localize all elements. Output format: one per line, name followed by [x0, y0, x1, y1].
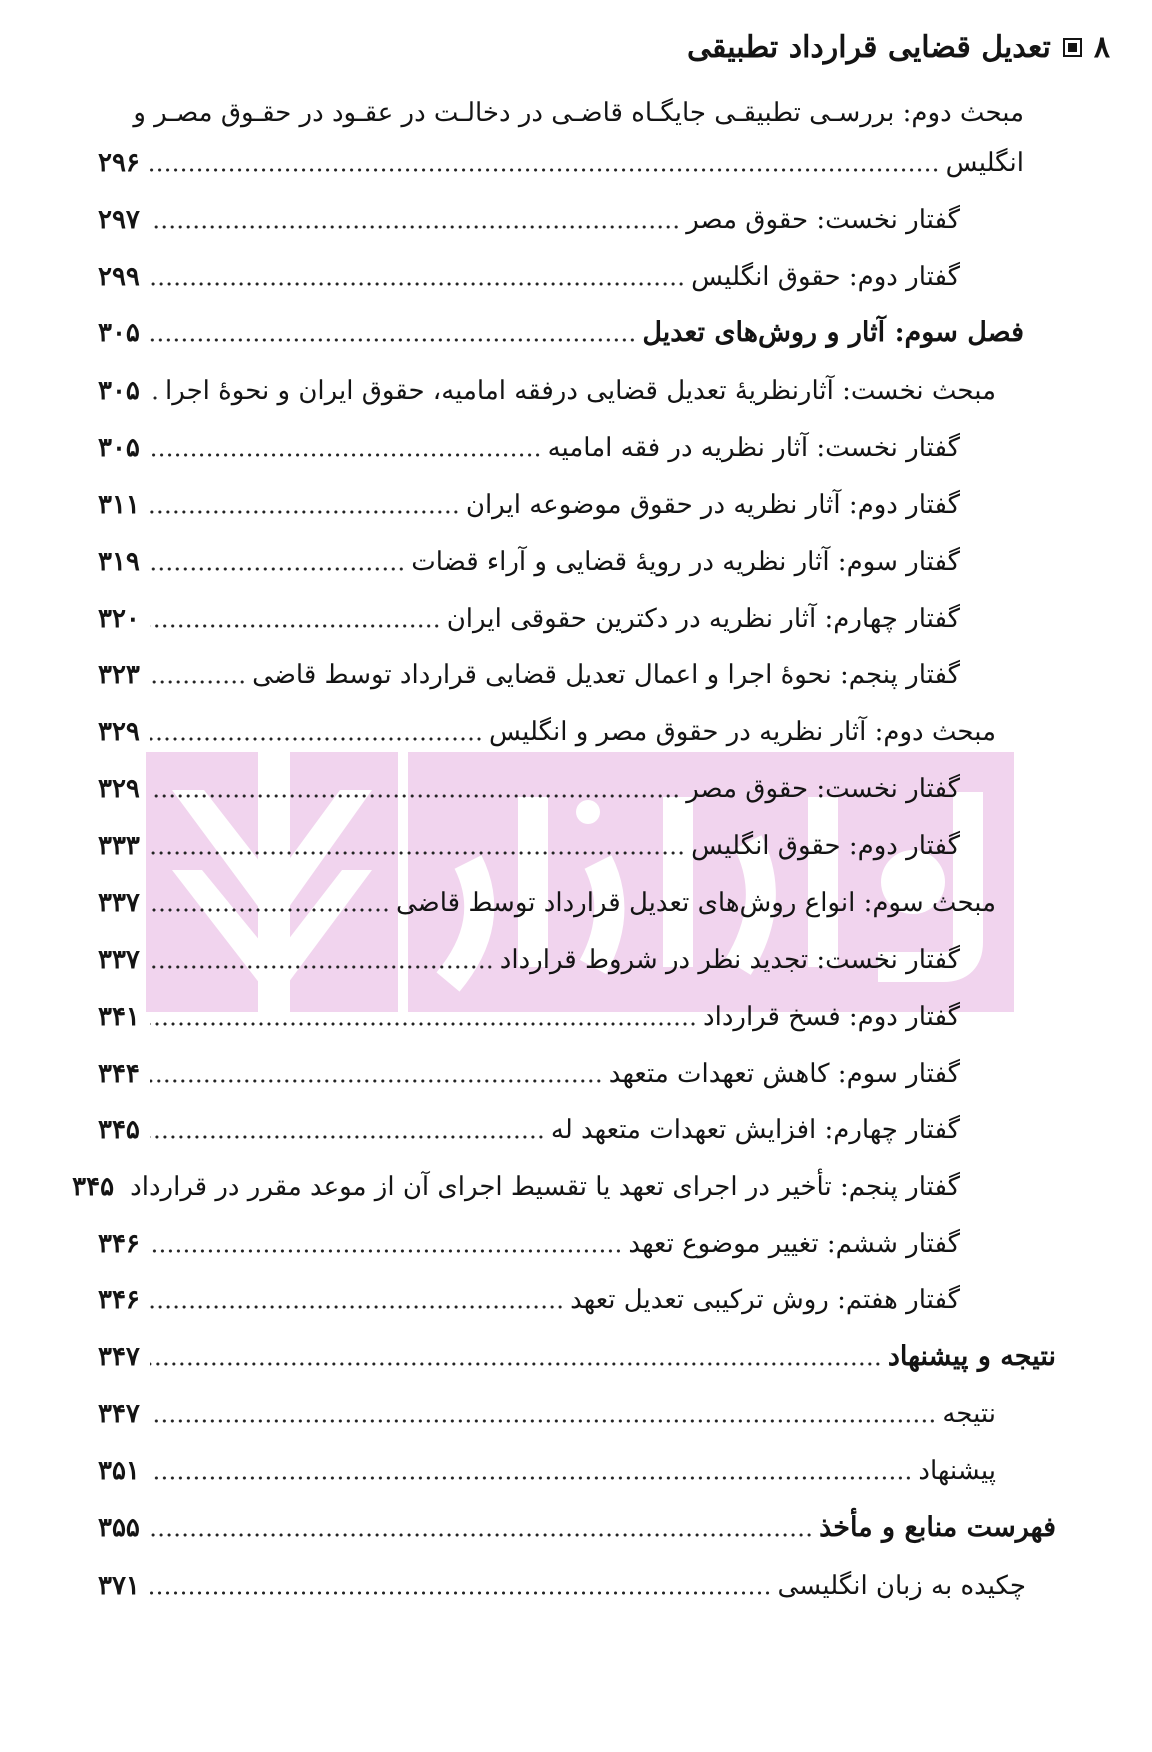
toc-entry-title: گفتار پنجم: نحوهٔ اجرا و اعمال تعدیل قضایی قرارداد توسط قاضی: [252, 660, 960, 690]
toc-page-number: ۳۴۱: [98, 1002, 140, 1032]
toc-entry-title: گفتار نخست: حقوق مصر: [686, 774, 960, 804]
toc-entry: [98, 826, 960, 866]
toc-page-number: ۲۹۶: [98, 148, 140, 178]
header-page-number: ۸: [1093, 30, 1110, 65]
dot-leader: [150, 1247, 622, 1255]
toc-entry-title-line1: مبحث دوم: بررسـی تطبیقـی جایگـاه قاضـی در دخالـت در عقـود در حقـوق مصـر و: [133, 98, 1024, 128]
toc-entry: [98, 712, 996, 752]
dot-leader: [150, 223, 680, 231]
dot-leader: [150, 451, 542, 459]
dot-leader: [150, 735, 483, 743]
dot-leader: [150, 565, 405, 573]
toc-page-number: ۲۹۷: [98, 205, 140, 235]
square-bullet-icon: [1063, 38, 1082, 57]
toc-entry: [98, 940, 960, 980]
dot-leader: [150, 1531, 813, 1539]
toc-entry-title: گفتار سوم: آثار نظریه در رویهٔ قضایی و آراء قضات: [411, 547, 960, 577]
toc-entry-title: مبحث سوم: انواع روش‌های تعدیل قرارداد توسط قاضی: [396, 888, 996, 918]
toc-entry-title: نتیجه: [942, 1399, 996, 1429]
toc-entry: [98, 257, 960, 297]
dot-leader: [150, 166, 940, 174]
dot-leader: [150, 1360, 882, 1368]
toc-entry-title: پیشنهاد: [918, 1456, 996, 1486]
toc-entry-title: چکیده به زبان انگلیسی: [777, 1571, 1026, 1601]
toc-entry: [98, 371, 996, 411]
toc-page-number: ۳۴۷: [98, 1342, 140, 1372]
toc-entry: [98, 599, 960, 639]
dot-leader: [150, 1589, 772, 1597]
toc-page-number: ۳۰۵: [98, 376, 140, 406]
toc-entry-title: فصل سوم: آثار و روش‌های تعدیل: [642, 317, 1024, 348]
dot-leader: [150, 1133, 545, 1141]
toc-page-number: ۳۷۱: [98, 1571, 140, 1601]
toc-page-number: ۳۱۱: [98, 490, 140, 520]
toc-page-number: ۳۴۷: [98, 1399, 140, 1429]
toc-entry: [98, 883, 996, 923]
dot-leader: [150, 508, 460, 516]
toc-page-number: ۳۴۴: [98, 1059, 140, 1089]
toc-page-number: ۳۲۳: [98, 660, 140, 690]
toc-entry-title: گفتار چهارم: افزایش تعهدات متعهد له: [550, 1115, 960, 1145]
toc-entry-title: گفتار هفتم: روش ترکیبی تعدیل تعهد: [570, 1285, 960, 1315]
toc-entry: [98, 542, 960, 582]
toc-page-number: ۳۳۳: [98, 831, 140, 861]
toc-page-number: ۳۱۹: [98, 547, 140, 577]
toc-page-number: ۳۲۹: [98, 717, 140, 747]
toc-chapter: [98, 313, 1024, 353]
toc-entry-title: گفتار نخست: تجدید نظر در شروط قرارداد: [499, 945, 960, 975]
toc-entry: [98, 1280, 960, 1320]
toc-page-number: ۳۵۱: [98, 1456, 140, 1486]
toc-page-number: ۳۴۵: [72, 1172, 115, 1202]
toc-entry-title: گفتار دوم: حقوق انگلیس: [691, 262, 960, 292]
toc-page-number: ۳۵۵: [98, 1513, 140, 1543]
toc-entry: [98, 997, 960, 1037]
toc-entry: [72, 1167, 960, 1207]
toc-page-number: ۳۲۰: [98, 604, 140, 634]
dot-leader: [150, 280, 685, 288]
dot-leader: [150, 906, 390, 914]
toc-entry: [98, 769, 960, 809]
running-header: [687, 30, 1110, 65]
toc-entry: [98, 200, 960, 240]
header-book-title: تعدیل قضایی قرارداد تطبیقی: [687, 30, 1051, 65]
dot-leader: [150, 849, 685, 857]
toc-entry: [98, 655, 960, 695]
toc-page-number: ۳۲۹: [98, 774, 140, 804]
toc-entry-title: گفتار نخست: آثار نظریه در فقه امامیه: [547, 433, 960, 463]
toc-page-number: ۳۴۶: [98, 1285, 140, 1315]
toc-entry: [98, 143, 1024, 183]
toc-entry-title: انگلیس: [945, 148, 1024, 178]
dot-leader: [150, 1417, 936, 1425]
dot-leader: [150, 1020, 697, 1028]
toc-entry-title: نتیجه و پیشنهاد: [887, 1341, 1056, 1372]
dot-leader: [150, 678, 246, 686]
toc-page-number: ۳۰۵: [98, 433, 140, 463]
toc-entry-title: مبحث نخست: آثارنظریهٔ تعدیل قضایی درفقه امامیه، حقوق ایران و نحوهٔ اجرا: [165, 376, 996, 406]
toc-entry-title: گفتار نخست: حقوق مصر: [686, 205, 960, 235]
dot-leader: [150, 1303, 564, 1311]
toc-entry-title: فهرست منابع و مأخذ: [819, 1512, 1056, 1543]
toc-page-number: ۳۴۶: [98, 1229, 140, 1259]
toc-entry: [98, 1054, 960, 1094]
dot-leader: [150, 336, 636, 344]
toc-entry: [98, 1566, 1026, 1606]
toc-entry: [98, 1451, 996, 1491]
toc-entry-title: مبحث دوم: آثار نظریه در حقوق مصر و انگلیس: [489, 717, 996, 747]
dot-leader: [150, 792, 680, 800]
dot-leader: [150, 963, 494, 971]
toc-section-heading: [98, 1337, 1056, 1377]
toc-entry-title: گفتار دوم: حقوق انگلیس: [691, 831, 960, 861]
toc-entry: [98, 1394, 996, 1434]
toc-page-number: ۳۳۷: [98, 888, 140, 918]
toc-page-number: ۲۹۹: [98, 262, 140, 292]
toc-page-number: ۳۰۵: [98, 318, 140, 348]
dot-leader: [150, 622, 441, 630]
toc-entry: [98, 485, 960, 525]
toc-entry-title: گفتار پنجم: تأخیر در اجرای تعهد یا تقسیط اجرای آن از موعد مقرر در قرارداد: [130, 1172, 960, 1202]
dot-leader: [150, 1077, 603, 1085]
toc-page-number: ۳۳۷: [98, 945, 140, 975]
toc-page-number: ۳۴۵: [98, 1115, 140, 1145]
dot-leader: [150, 1474, 912, 1482]
dot-leader: [150, 394, 159, 402]
toc-entry-title: گفتار ششم: تغییر موضوع تعهد: [628, 1229, 960, 1259]
toc-entry-title: گفتار دوم: آثار نظریه در حقوق موضوعه ایران: [465, 490, 960, 520]
toc-entry: [98, 428, 960, 468]
toc-entry: [98, 1224, 960, 1264]
toc-entry-title: گفتار دوم: فسخ قرارداد: [703, 1002, 960, 1032]
toc-section-heading: [98, 1508, 1056, 1548]
toc-entry-title: گفتار چهارم: آثار نظریه در دکترین حقوقی ایران: [446, 604, 960, 634]
toc-entry-title: گفتار سوم: کاهش تعهدات متعهد: [608, 1059, 960, 1089]
toc-entry: [98, 1110, 960, 1150]
